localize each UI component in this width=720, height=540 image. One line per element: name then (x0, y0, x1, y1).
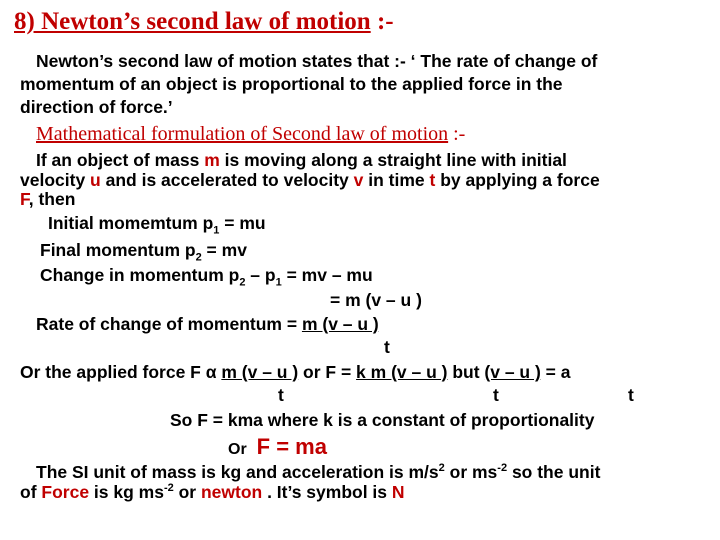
rate-denominator: t (384, 337, 390, 357)
subscript: 1 (275, 276, 282, 289)
force-conclusion: So F = kma where k is a constant of proportionality (170, 410, 595, 430)
subscript: 1 (213, 224, 220, 237)
force-word: Force (41, 482, 90, 502)
statement-line-3: direction of force.’ (20, 97, 173, 117)
change-equation-2: = m (v – u ) (330, 290, 422, 310)
page-title (14, 8, 394, 36)
rate-label: Rate of change of momentum = (36, 314, 302, 334)
intro-text: velocity (20, 170, 91, 190)
initial-momentum-value: = mu (219, 213, 266, 233)
units-text: or ms (444, 462, 498, 482)
force-symbol: F (20, 189, 29, 209)
newton-word: newton (200, 482, 263, 502)
or-label: Or (228, 441, 247, 458)
time-symbol: t (429, 170, 436, 190)
initial-momentum-label: Initial momemtum p (48, 213, 214, 233)
units-text: of (20, 482, 42, 502)
initial-momentum (48, 213, 266, 237)
force-label: Or the applied force F α (20, 362, 222, 382)
force-denominator-3: t (628, 385, 634, 405)
change-value: = mv – mu (281, 265, 373, 285)
title-suffix: :- (370, 8, 394, 35)
force-numerator-1: m (v – u ) (221, 362, 299, 382)
final-law (228, 434, 327, 460)
intro-line-1 (36, 150, 567, 171)
change-text: – p (245, 265, 276, 285)
subheading-main: Mathematical formulation of Second law of motion (36, 123, 449, 145)
subscript: 2 (195, 251, 202, 264)
force-denominator-2: t (493, 385, 499, 405)
units-text: or (173, 482, 201, 502)
subscript: 2 (239, 276, 246, 289)
final-momentum-label: Final momentum p (40, 240, 196, 260)
rate-of-change (36, 314, 379, 335)
si-unit-line-2 (20, 482, 405, 503)
intro-text: and is accelerated to velocity (100, 170, 354, 190)
statement-line-2: momentum of an object is proportional to the applied force in the (20, 74, 563, 94)
force-text: but (447, 362, 485, 382)
initial-velocity-symbol: u (90, 170, 101, 190)
change-in-momentum (40, 265, 373, 289)
units-text: . It’s symbol is (262, 482, 392, 502)
change-label: Change in momentum p (40, 265, 240, 285)
final-momentum-value: = mv (201, 240, 247, 260)
final-velocity-symbol: v (353, 170, 364, 190)
units-text: The SI unit of mass is kg and acceleration is m/s (36, 462, 439, 482)
intro-text: in time (363, 170, 430, 190)
si-unit-line-1 (36, 462, 600, 483)
force-numerator-2: k m (v – u ) (356, 362, 448, 382)
intro-text: is moving along a straight line with initial (219, 150, 567, 170)
f-equals-ma: F = ma (256, 434, 327, 459)
rate-numerator: m (v – u ) (301, 314, 379, 334)
intro-text: by applying a force (435, 170, 600, 190)
force-denominator-1: t (278, 385, 284, 405)
force-text: or F = (298, 362, 357, 382)
units-text: is kg ms (89, 482, 164, 502)
intro-line-2 (20, 170, 600, 191)
subheading-suffix: :- (448, 123, 466, 145)
subheading (36, 123, 465, 146)
mass-symbol: m (204, 150, 220, 170)
applied-force-line (20, 362, 571, 383)
superscript: 2 (438, 462, 445, 475)
intro-text: , then (28, 189, 76, 209)
superscript: -2 (497, 462, 508, 475)
intro-text: If an object of mass (36, 150, 205, 170)
newton-symbol: N (391, 482, 405, 502)
units-text: so the unit (507, 462, 601, 482)
statement-line-1: Newton’s second law of motion states that :- ‘ The rate of change of (36, 51, 598, 71)
title-main: 8) Newton’s second law of motion (14, 8, 371, 35)
final-momentum (40, 240, 247, 264)
force-text: = a (540, 362, 571, 382)
force-numerator-3: (v – u ) (484, 362, 541, 382)
superscript: -2 (163, 482, 174, 495)
intro-line-3 (20, 189, 75, 210)
